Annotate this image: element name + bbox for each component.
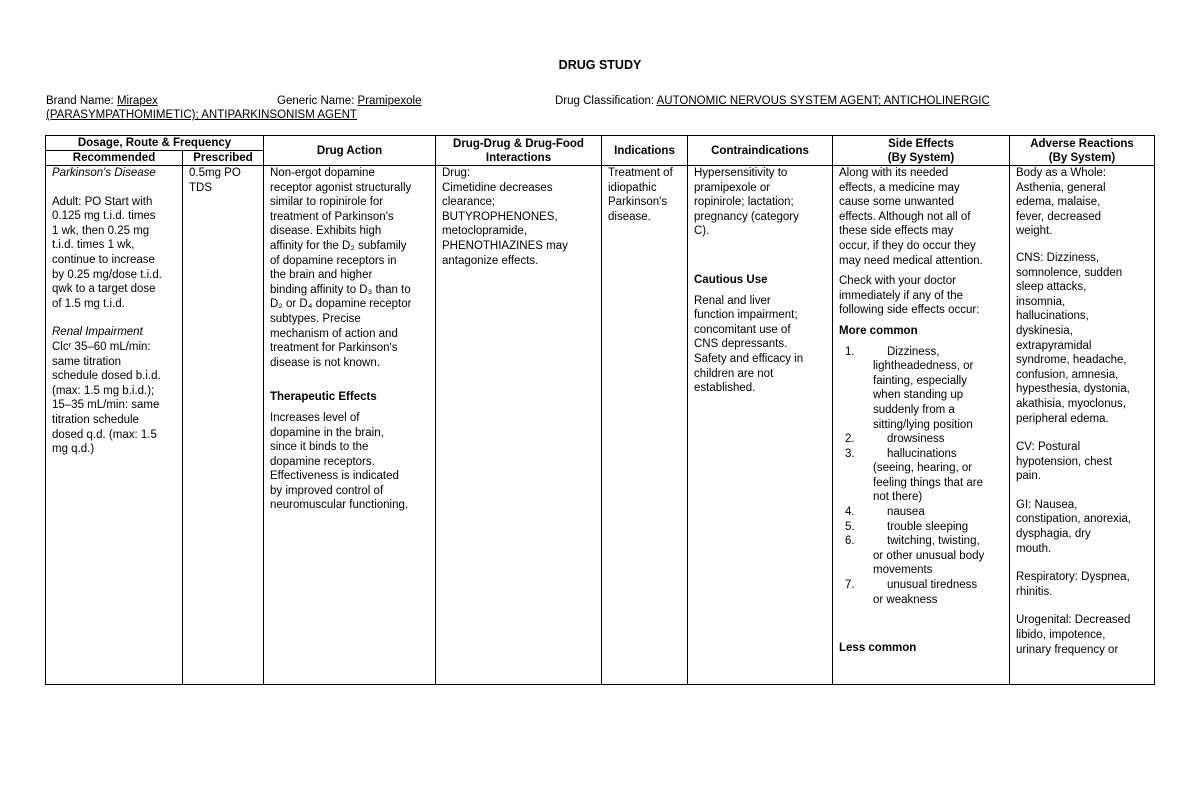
item-line: Dizziness,: [887, 345, 940, 358]
cautious-line: Safety and efficacy in: [694, 352, 804, 365]
adverse-uro-line: Urogenital: Decreased: [1016, 614, 1131, 627]
adverse-cns-line: hallucinations,: [1016, 310, 1089, 323]
cautious-line: children are not: [694, 367, 774, 380]
classification-label: Drug Classification:: [555, 95, 655, 107]
adverse-resp-line: Respiratory: Dyspnea,: [1016, 571, 1130, 584]
brand-value: Mirapex: [116, 95, 158, 107]
adverse-cns-line: peripheral edema.: [1016, 412, 1109, 425]
cell-prescribed: [183, 166, 264, 685]
indication-line: Treatment of: [608, 167, 673, 179]
side-effects-intro-line: cause some unwanted: [839, 196, 955, 209]
indication-line: idiopathic: [608, 181, 657, 194]
contraindication-line: pramipexole or: [694, 181, 771, 194]
recommended-adult-line: qwk to a target dose: [52, 283, 156, 296]
therapeutic-line: Effectiveness is indicated: [270, 470, 399, 483]
adverse-whole-line: Body as a Whole:: [1016, 167, 1107, 179]
item-line: or weakness: [873, 593, 938, 606]
header-recommended: Recommended: [46, 151, 183, 166]
side-effects-intro-line: may need medical attention.: [839, 254, 983, 267]
side-effect-item: [845, 447, 1003, 462]
therapeutic-line: Increases level of: [270, 411, 360, 424]
recommended-adult-line: 0.125 mg t.i.d. times: [52, 210, 156, 223]
recommended-adult-line: of 1.5 mg t.i.d.: [52, 297, 125, 310]
adverse-cns-line: dyskinesia,: [1016, 324, 1073, 337]
interaction-line: Drug:: [442, 167, 471, 179]
drug-action-line: treatment of Parkinson's: [270, 210, 394, 223]
recommended-renal-line: 15–35 mL/min: same: [52, 399, 160, 412]
page-title: DRUG STUDY: [558, 58, 642, 72]
indication-line: Parkinson's: [608, 196, 668, 209]
item-number: 3.: [845, 447, 855, 460]
item-line: suddenly from a: [873, 403, 955, 416]
drug-action-line: D₂ or D₄ dopamine receptor: [270, 298, 412, 311]
header-drug-action: Drug Action: [264, 136, 436, 166]
cautious-line: Renal and liver: [694, 294, 771, 307]
more-common-heading: More common: [839, 324, 918, 337]
item-line: not there): [873, 491, 923, 504]
header-indications: Indications: [602, 136, 688, 166]
cautious-use-heading: Cautious Use: [694, 273, 768, 286]
cell-interactions: [436, 166, 602, 685]
cautious-line: established.: [694, 382, 756, 395]
therapeutic-line: dopamine in the brain,: [270, 426, 384, 439]
side-effect-item-cont: [845, 563, 1003, 578]
adverse-cv-line: CV: Postural: [1016, 441, 1081, 454]
recommended-adult-line: 1 wk, then 0.25 mg: [52, 224, 150, 237]
recommended-adult-line: continue to increase: [52, 253, 155, 266]
therapeutic-line: by improved control of: [270, 484, 384, 497]
contraindication-line: pregnancy (category: [694, 210, 799, 223]
side-effects-intro-line: occur, if they do occur they: [839, 239, 976, 252]
prescribed-line: TDS: [189, 181, 212, 194]
contraindication-line: ropinirole; lactation;: [694, 196, 794, 209]
item-number: 6.: [845, 535, 855, 548]
generic-name: [277, 94, 421, 108]
interaction-line: metoclopramide,: [442, 225, 528, 238]
cell-recommended: [46, 166, 183, 685]
therapeutic-line: dopamine receptors.: [270, 455, 375, 468]
contraindication-line: Hypersensitivity to: [694, 167, 788, 179]
drug-study-table: [45, 135, 1155, 685]
header-adverse-reactions: [1010, 136, 1155, 166]
side-effect-item-cont: [845, 388, 1003, 403]
item-line: or other unusual body: [873, 549, 985, 562]
item-line: nausea: [887, 506, 925, 519]
interaction-line: Cimetidine decreases: [442, 181, 553, 194]
item-line: unusual tiredness: [887, 579, 978, 592]
drug-action-line: receptor agonist structurally: [270, 181, 412, 194]
adverse-cns-line: confusion, amnesia,: [1016, 368, 1119, 381]
recommended-renal-line: Clᴄʳ 35–60 mL/min:: [52, 340, 151, 353]
less-common-heading: Less common: [839, 642, 917, 655]
prescribed-line: 0.5mg PO: [189, 167, 241, 179]
therapeutic-line: neuromuscular functioning.: [270, 499, 409, 512]
adverse-whole-line: Asthenia, general: [1016, 181, 1106, 194]
side-effect-item-cont: [845, 374, 1003, 389]
item-number: 7.: [845, 579, 855, 592]
adverse-cns-line: CNS: Dizziness,: [1016, 251, 1100, 264]
adverse-uro-line: urinary frequency or: [1016, 643, 1119, 656]
drug-action-line: Non-ergot dopamine: [270, 167, 375, 179]
drug-action-line: binding affinity to D₃ than to: [270, 283, 411, 296]
item-number: 2.: [845, 433, 855, 446]
classification-value-line1: AUTONOMIC NERVOUS SYSTEM AGENT; ANTICHOLINERGIC: [656, 95, 990, 107]
drug-action-line: disease is not known.: [270, 356, 380, 369]
adverse-whole-line: edema, malaise,: [1016, 196, 1101, 209]
item-number: 1.: [845, 345, 855, 358]
recommended-renal-line: dosed q.d. (max: 1.5: [52, 428, 157, 441]
adverse-whole-line: fever, decreased: [1016, 210, 1102, 223]
interaction-line: PHENOTHIAZINES may: [442, 239, 568, 252]
therapeutic-line: since it binds to the: [270, 441, 369, 454]
adverse-cns-line: somnolence, sudden: [1016, 266, 1123, 279]
side-effect-item-cont: [845, 418, 1003, 433]
item-line: hallucinations: [887, 447, 957, 460]
item-line: twitching, twisting,: [887, 535, 980, 548]
drug-action-line: affinity for the D₂ subfamily: [270, 239, 407, 252]
interaction-line: BUTYROPHENONES,: [442, 210, 558, 223]
side-effects-check-line: following side effects occur:: [839, 304, 980, 317]
recommended-renal-line: schedule dosed b.i.d.: [52, 370, 161, 383]
drug-classification: [555, 94, 990, 108]
drug-action-line: disease. Exhibits high: [270, 225, 382, 238]
header-adverse-line2: (By System): [1048, 151, 1116, 164]
side-effects-intro-line: effects, a medicine may: [839, 181, 960, 194]
item-line: fainting, especially: [873, 374, 967, 387]
header-interactions-line1: Drug-Drug & Drug-Food: [453, 137, 584, 150]
cell-side-effects: [833, 166, 1010, 685]
side-effect-item-cont: [845, 461, 1003, 476]
side-effect-item-cont: [845, 593, 1003, 608]
adverse-cv-line: pain.: [1016, 470, 1041, 483]
adverse-gi-line: GI: Nausea,: [1016, 498, 1078, 511]
item-line: trouble sleeping: [887, 520, 969, 533]
drug-action-line: of dopamine receptors in: [270, 254, 397, 267]
adverse-gi-line: constipation, anorexia,: [1016, 513, 1132, 526]
side-effect-item-cont: [845, 359, 1003, 374]
drug-action-line: mechanism of action and: [270, 327, 398, 340]
adverse-whole-line: weight.: [1016, 225, 1053, 238]
drug-action-line: subtypes. Precise: [270, 312, 361, 325]
adverse-cns-line: hypesthesia, dystonia,: [1016, 383, 1130, 396]
adverse-cv-line: hypotension, chest: [1016, 455, 1112, 468]
side-effect-item-cont: [845, 490, 1003, 505]
item-line: feeling things that are: [873, 476, 983, 489]
adverse-cns-line: extrapyramidal: [1016, 339, 1092, 352]
recommended-adult-line: Adult: PO Start with: [52, 195, 153, 208]
item-line: lightheadedness, or: [873, 360, 974, 373]
brand-label: Brand Name:: [46, 95, 114, 107]
side-effects-intro-line: effects. Although not all of: [839, 210, 971, 223]
recommended-heading-renal: Renal Impairment: [52, 326, 143, 339]
adverse-cns-line: akathisia, myoclonus,: [1016, 397, 1126, 410]
side-effect-item-cont: [845, 549, 1003, 564]
recommended-renal-line: same titration: [52, 355, 122, 368]
item-line: sitting/lying position: [873, 418, 973, 431]
cell-indications: [602, 166, 688, 685]
header-adverse-line1: Adverse Reactions: [1030, 137, 1134, 150]
item-number: 5.: [845, 520, 855, 533]
header-dosage: Dosage, Route & Frequency: [46, 136, 264, 151]
adverse-gi-line: mouth.: [1016, 542, 1052, 555]
side-effects-intro-line: Along with its needed: [839, 167, 949, 179]
header-interactions-line2: Interactions: [485, 151, 552, 164]
cell-contraindications: [688, 166, 833, 685]
side-effect-item-cont: [845, 476, 1003, 491]
cautious-line: function impairment;: [694, 309, 798, 322]
recommended-adult-line: by 0.25 mg/dose t.i.d.: [52, 268, 162, 281]
header-contraindications: Contraindications: [688, 136, 833, 166]
header-side-effects-line2: (By System): [887, 151, 955, 164]
side-effect-item: [845, 520, 1003, 535]
adverse-resp-line: rhinitis.: [1016, 585, 1053, 598]
recommended-renal-line: (max: 1.5 mg b.i.d.);: [52, 384, 155, 397]
classification-value-line2: (PARASYMPATHOMIMETIC); ANTIPARKINSONISM AGENT: [46, 109, 357, 121]
indication-line: disease.: [608, 210, 651, 223]
header-side-effects: [833, 136, 1010, 166]
cautious-line: concomitant use of: [694, 323, 791, 336]
item-line: when standing up: [873, 389, 964, 402]
header-side-effects-line1: Side Effects: [888, 137, 954, 150]
header-prescribed: Prescribed: [183, 151, 264, 166]
recommended-renal-line: mg q.d.): [52, 443, 95, 456]
adverse-cns-line: sleep attacks,: [1016, 281, 1087, 294]
interaction-line: antagonize effects.: [442, 254, 539, 267]
adverse-cns-line: insomnia,: [1016, 295, 1066, 308]
item-line: drowsiness: [887, 433, 945, 446]
side-effect-item-cont: [845, 403, 1003, 418]
cell-adverse-reactions: [1010, 166, 1155, 685]
side-effects-check-line: immediately if any of the: [839, 289, 964, 302]
side-effect-item: [845, 534, 1003, 549]
drug-action-line: treatment for Parkinson's: [270, 342, 398, 355]
adverse-uro-line: libido, impotence,: [1016, 629, 1106, 642]
side-effects-list: [839, 345, 1003, 608]
item-line: movements: [873, 564, 933, 577]
adverse-gi-line: dysphagia, dry: [1016, 528, 1091, 541]
side-effect-item: [845, 505, 1003, 520]
generic-label: Generic Name:: [277, 95, 355, 107]
side-effect-item: [845, 432, 1003, 447]
drug-action-line: the brain and higher: [270, 269, 373, 282]
side-effect-item: [845, 578, 1003, 593]
recommended-renal-line: titration schedule: [52, 413, 139, 426]
generic-value: Pramipexole: [357, 95, 422, 107]
cautious-line: CNS depressants.: [694, 338, 788, 351]
cell-drug-action: [264, 166, 436, 685]
interaction-line: clearance;: [442, 196, 496, 209]
side-effects-intro-line: these side effects may: [839, 225, 954, 238]
side-effects-check-line: Check with your doctor: [839, 275, 956, 288]
item-line: (seeing, hearing, or: [873, 462, 973, 475]
recommended-heading-parkinsons: Parkinson's Disease: [52, 167, 156, 179]
therapeutic-effects-heading: Therapeutic Effects: [270, 391, 377, 404]
drug-action-line: similar to ropinirole for: [270, 196, 384, 209]
brand-name: [46, 94, 158, 108]
header-interactions: [436, 136, 602, 166]
contraindication-line: C).: [694, 225, 710, 238]
item-number: 4.: [845, 506, 855, 519]
recommended-adult-line: t.i.d. times 1 wk,: [52, 239, 135, 252]
side-effect-item: [845, 345, 1003, 360]
adverse-cns-line: syndrome, headache,: [1016, 354, 1127, 367]
